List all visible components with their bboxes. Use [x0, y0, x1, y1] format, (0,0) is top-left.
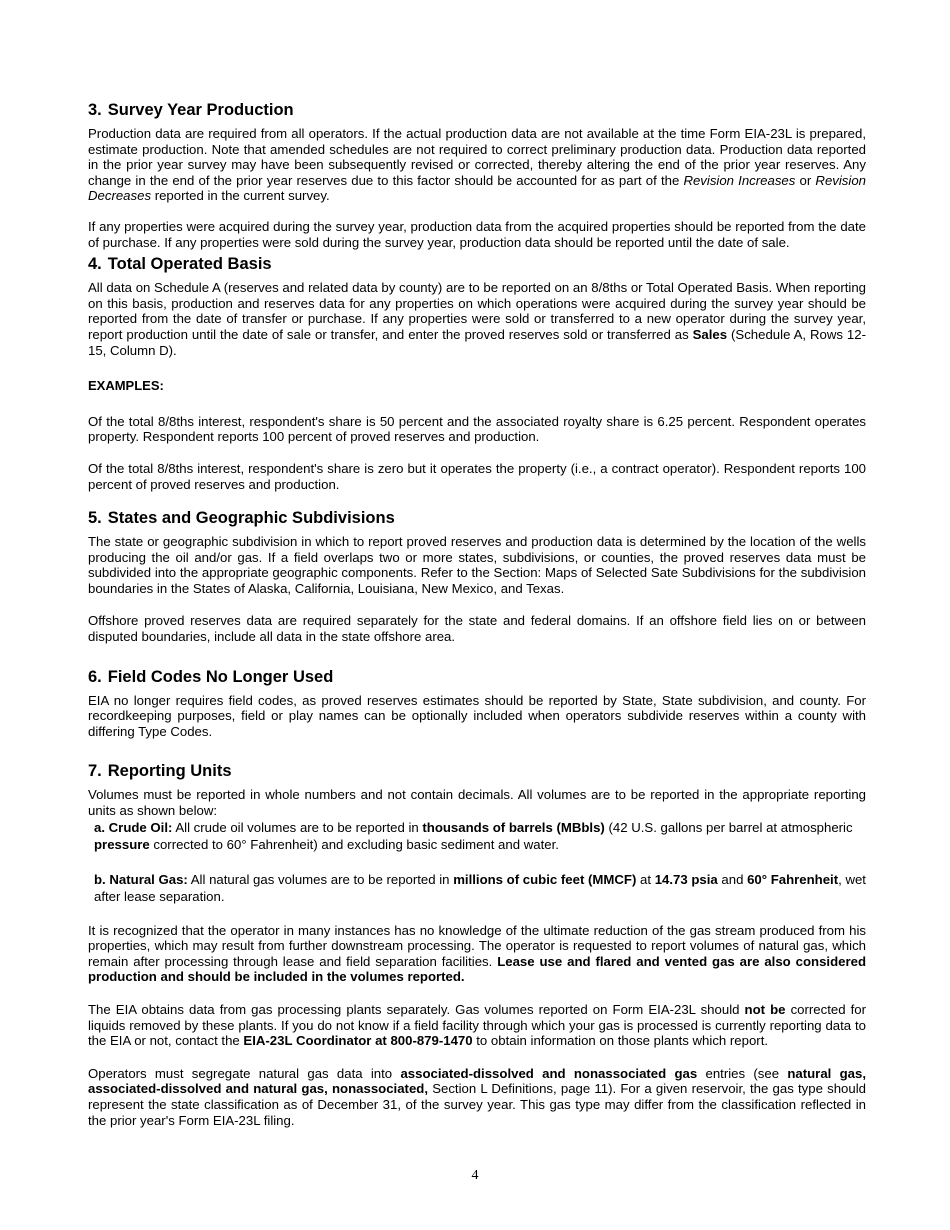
section-7-paragraph-3: The EIA obtains data from gas processing plants separately. Gas volumes reported on Form EIA-23L should not be corrected for liquids removed by these plants. If you do not know if a field facility through which your gas is processed is currently reporting data to the EIA or not, contact the EIA-23L Coordinator at 800-879-1470 to obtain information on those plants which report.	[88, 1002, 866, 1049]
example-1: Of the total 8/8ths interest, respondent's share is 50 percent and the associated royalty share is 6.25 percent. Respondent operates property. Respondent reports 100 percent of proved reserves and production.	[88, 413, 866, 445]
section-title: Reporting Units	[107, 762, 232, 781]
section-title: States and Geographic Subdivisions	[107, 509, 395, 528]
section-number: 7.	[88, 762, 102, 781]
section-number: 3.	[88, 101, 102, 119]
section-3-heading	[88, 100, 866, 120]
section-title: Field Codes No Longer Used	[107, 667, 334, 686]
examples-label: EXAMPLES:	[88, 378, 164, 394]
section-3-paragraph-2: If any properties were acquired during the survey year, production data from the acquired properties should be reported from the date of purchase. If any properties were sold during the survey year, production data should be reported until the date of sale.	[88, 218, 866, 250]
section-number: 4.	[88, 255, 102, 274]
example-2: Of the total 8/8ths interest, respondent's share is zero but it operates the property (i.e., a contract operator). Respondent reports 100 percent of proved reserves and production.	[88, 460, 866, 492]
natural-gas-unit: b. Natural Gas: All natural gas volumes are to be reported in millions of cubic feet (MMCF) at 14.73 psia and 60° Fahrenheit, wet after lease separation.	[94, 871, 866, 905]
section-7-heading	[88, 761, 866, 781]
section-3-paragraph-1: Production data are required from all operators. If the actual production data are not available at the time Form EIA-23L is prepared, estimate production. Note that amended schedules are not required to correct preliminary production data. Production data reported in the prior year survey may have been subsequently revised or corrected, thereby altering the end of the prior year reserves. Any change in the end of the prior year reserves due to this factor should be accounted for as part of the Revision Increases or Revision Decreases reported in the current survey.	[88, 126, 866, 204]
section-6-paragraph-1: EIA no longer requires field codes, as proved reserves estimates should be reported by State, State subdivision, and county. For recordkeeping purposes, field or play names can be optionally included when operators subdivide reserves within a county with differing Type Codes.	[88, 692, 866, 739]
section-4-paragraph-1: All data on Schedule A (reserves and related data by county) are to be reported on an 8/8ths or Total Operated Basis. When reporting on this basis, production and reserves data for any properties on which operations were acquired during the survey year should be reported from the date of transfer or purchase. If any properties were sold or transferred to a new operator during the survey year, report production until the date of sale or transfer, and enter the proved reserves sold or transferred as Sales (Schedule A, Rows 12-15, Column D).	[88, 280, 866, 358]
section-7-paragraph-4: Operators must segregate natural gas data into associated-dissolved and nonassociated gas entries (see natural gas, associated-dissolved and natural gas, nonassociated, Section L Definitions, page 11). For a given reservoir, the gas type should represent the state classification as of December 31, of the survey year. This gas type may differ from the classification reflected in the prior year's Form EIA-23L filing.	[88, 1065, 866, 1128]
page-number: 4	[471, 1168, 479, 1183]
section-title: Total Operated Basis	[107, 255, 272, 274]
crude-oil-unit: a. Crude Oil: All crude oil volumes are to be reported in thousands of barrels (MBbls) (42 U.S. gallons per barrel at atmospheric pressure corrected to 60° Fahrenheit) and excluding basic sediment and water.	[94, 819, 853, 853]
section-number: 5.	[88, 509, 102, 528]
section-title: Survey Year Production	[107, 101, 294, 119]
page-content	[88, 100, 866, 1128]
section-6-heading	[88, 667, 866, 687]
section-number: 6.	[88, 667, 102, 686]
section-5-paragraph-2: Offshore proved reserves data are required separately for the state and federal domains. If an offshore field lies on or between disputed boundaries, include all data in the state offshore area.	[88, 613, 866, 645]
section-4-heading	[88, 254, 866, 274]
section-5-heading	[88, 508, 866, 528]
section-7-paragraph-1: Volumes must be reported in whole numbers and not contain decimals. All volumes are to be reported in the appropriate reporting units as shown below:	[88, 787, 866, 819]
section-7-paragraph-2: It is recognized that the operator in many instances has no knowledge of the ultimate reduction of the gas stream produced from his properties, which may result from further downstream processing. The operator is requested to report volumes of natural gas, which remain after processing through lease and field separation facilities. Lease use and flared and vented gas are also considered production and should be included in the volumes reported.	[88, 922, 866, 985]
section-5-paragraph-1: The state or geographic subdivision in which to report proved reserves and production data is determined by the location of the wells producing the oil and/or gas. If a field overlaps two or more states, subdivisions, or counties, the proved reserves data must be subdivided into the appropriate geographic components. Refer to the Section: Maps of Selected Sate Subdivisions for the subdivision boundaries in the States of Alaska, California, Louisiana, New Mexico, and Texas.	[88, 534, 866, 596]
